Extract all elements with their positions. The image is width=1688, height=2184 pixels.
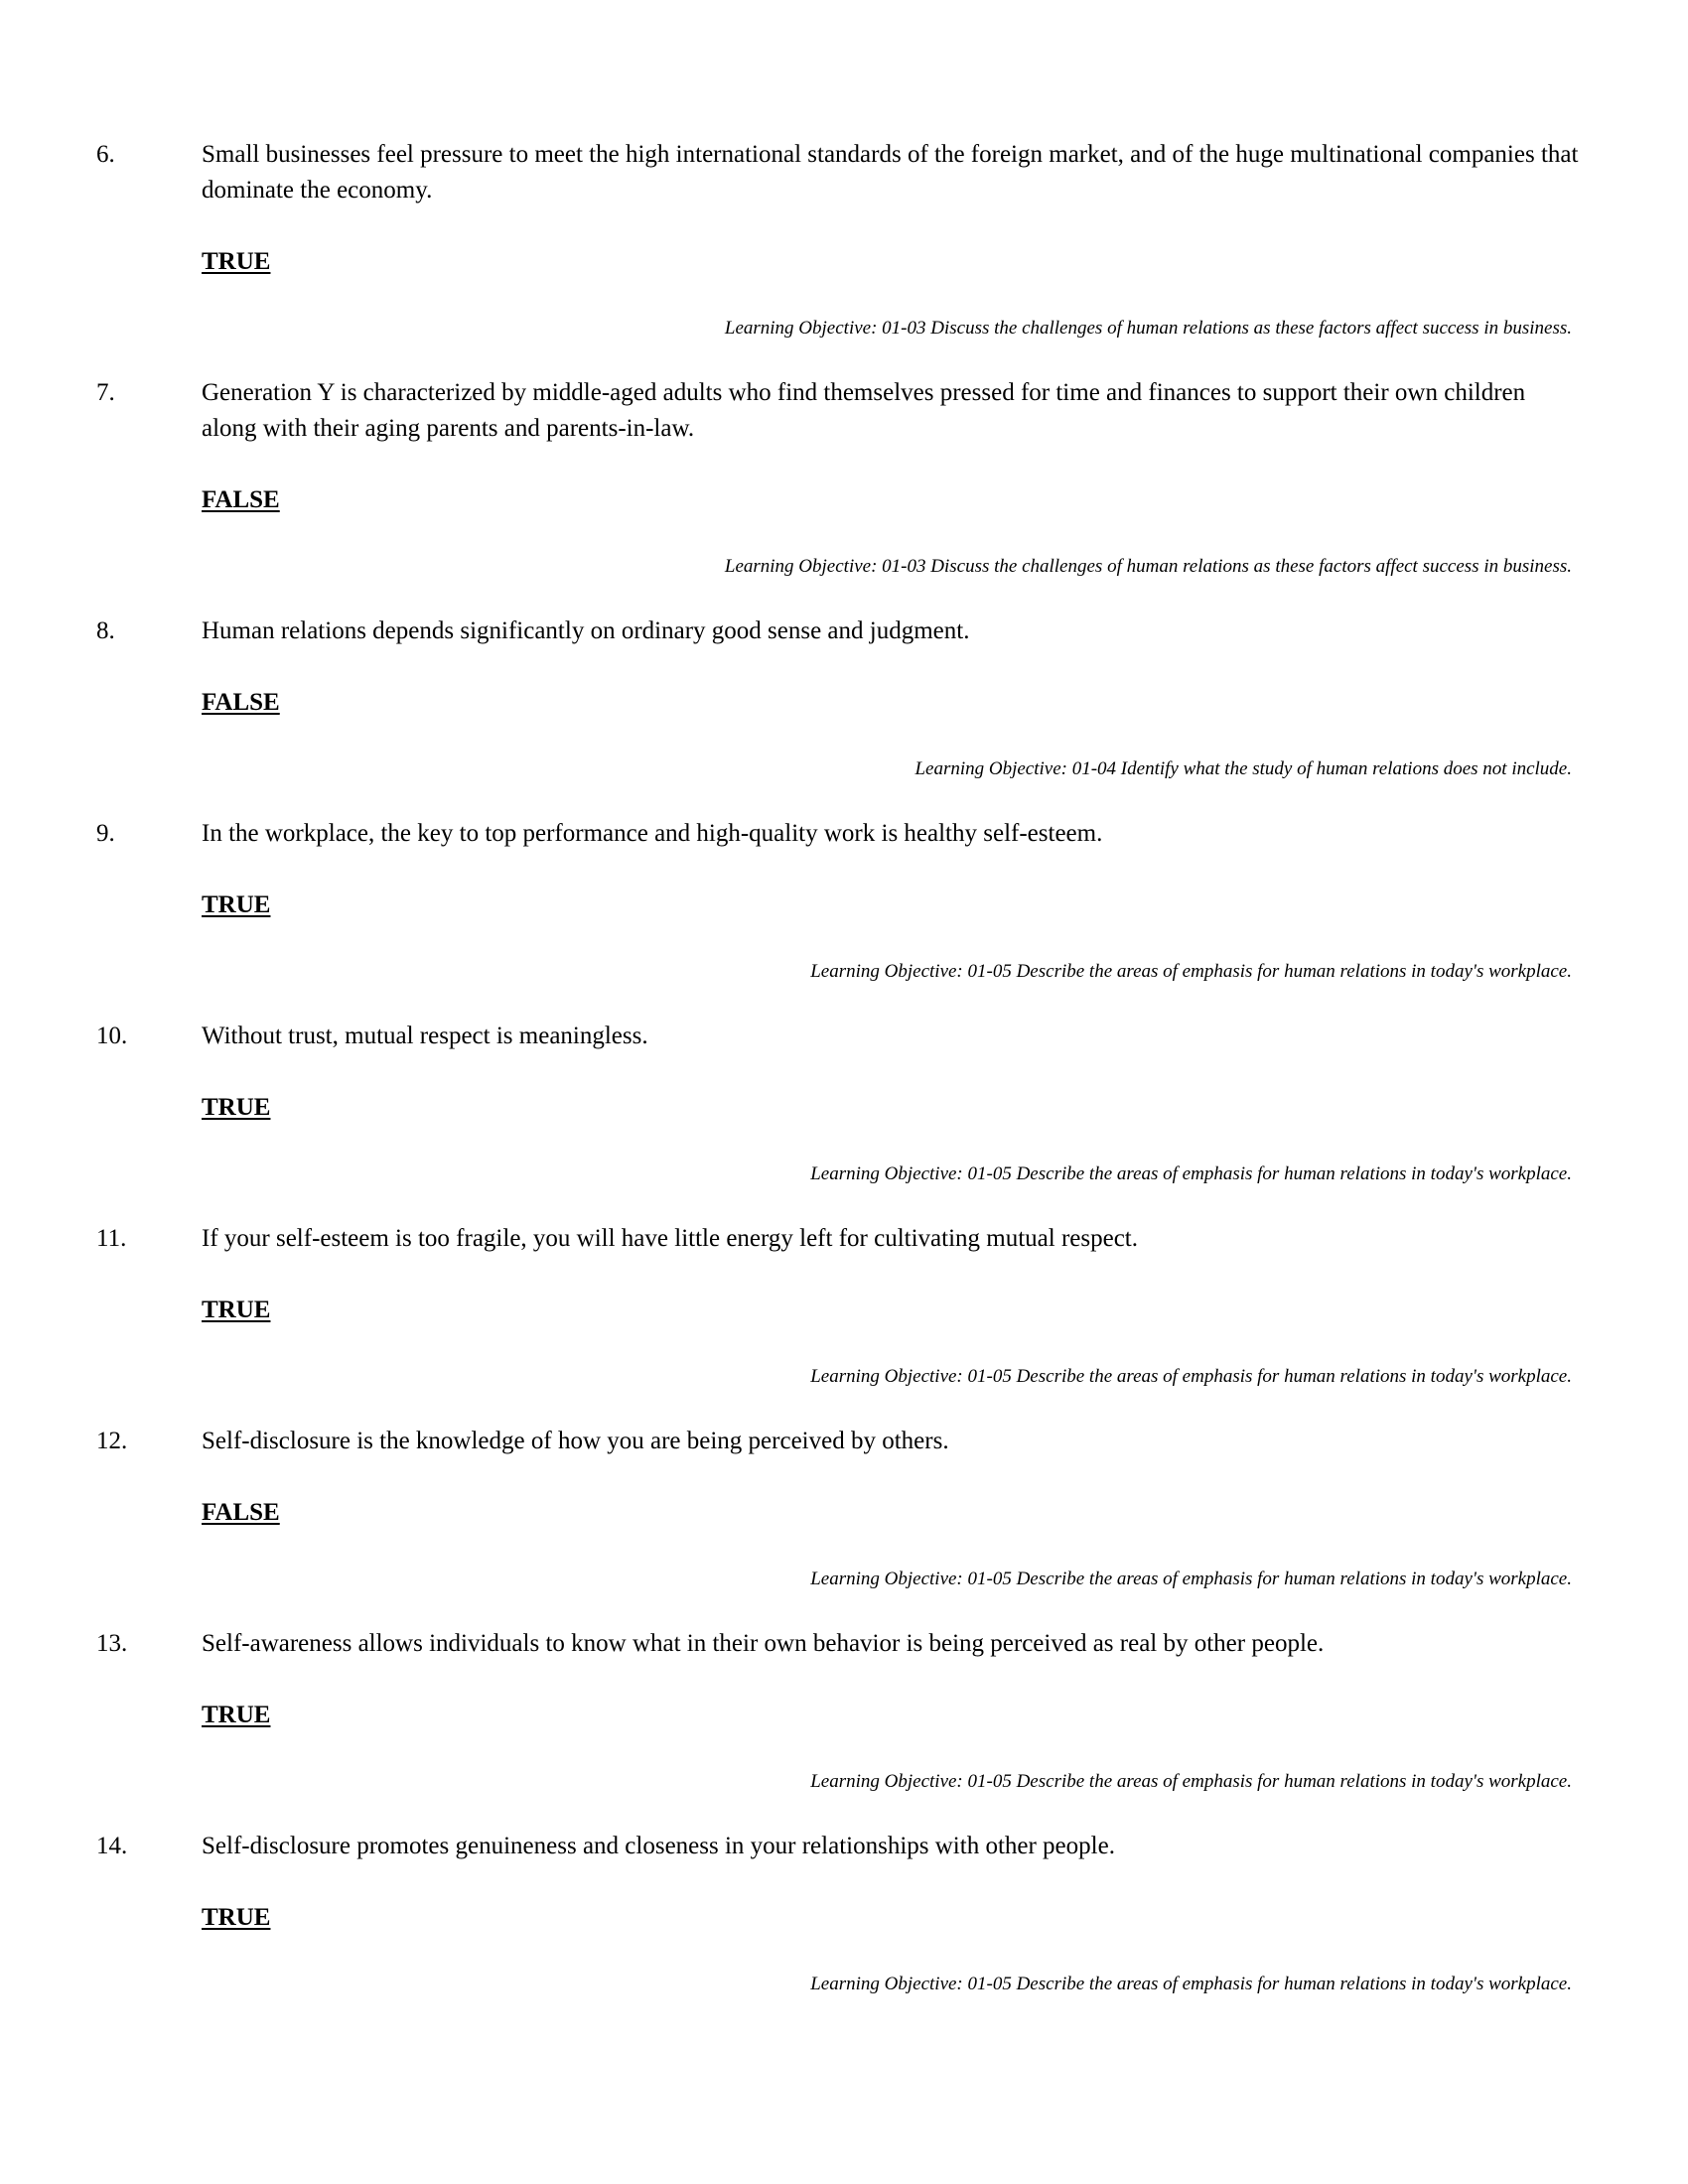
learning-objective: Learning Objective: 01-03 Discuss the challenges of human relations as these factors affect success in business. <box>724 556 1572 577</box>
question-text: In the workplace, the key to top performance and high-quality work is healthy self-esteem. <box>202 820 1103 847</box>
question-number: 10. <box>96 1023 128 1049</box>
learning-objective: Learning Objective: 01-05 Describe the areas of emphasis for human relations in today's workplace. <box>810 961 1572 982</box>
question-item <box>0 1626 1688 1800</box>
question-text: Human relations depends significantly on ordinary good sense and judgment. <box>202 617 970 644</box>
answer-text: FALSE <box>202 1499 280 1526</box>
answer-text: TRUE <box>202 891 271 918</box>
answer <box>0 1293 1688 1328</box>
learning-objective: Learning Objective: 01-05 Describe the areas of emphasis for human relations in today's workplace. <box>810 1366 1572 1387</box>
question-text: Generation Y is characterized by middle-aged adults who find themselves pressed for time and finances to support their own children along with their aging parents and parents-in-law. <box>202 379 1526 442</box>
question-item <box>0 1221 1688 1395</box>
question-item <box>0 816 1688 990</box>
answer-text: TRUE <box>202 1904 271 1931</box>
answer-text: TRUE <box>202 248 271 275</box>
learning-objective: Learning Objective: 01-05 Describe the areas of emphasis for human relations in today's workplace. <box>810 1163 1572 1184</box>
question-number: 6. <box>96 141 115 168</box>
question-item <box>0 1829 1688 2002</box>
question-number: 7. <box>96 379 115 406</box>
question-number: 13. <box>96 1630 128 1657</box>
learning-objective: Learning Objective: 01-05 Describe the areas of emphasis for human relations in today's workplace. <box>810 1771 1572 1792</box>
question-row <box>0 1019 1688 1054</box>
question-number: 12. <box>96 1428 128 1454</box>
answer <box>0 1900 1688 1936</box>
question-text: Self-disclosure is the knowledge of how you are being perceived by others. <box>202 1428 949 1454</box>
answer <box>0 482 1688 518</box>
answer <box>0 685 1688 721</box>
question-row <box>0 137 1688 208</box>
answer <box>0 1495 1688 1531</box>
answer <box>0 887 1688 923</box>
answer-text: FALSE <box>202 689 280 716</box>
question-item <box>0 614 1688 787</box>
answer-text: TRUE <box>202 1297 271 1323</box>
question-text: Self-disclosure promotes genuineness and closeness in your relationships with other people. <box>202 1833 1115 1859</box>
answer <box>0 1090 1688 1126</box>
question-number: 14. <box>96 1833 128 1859</box>
answer <box>0 244 1688 280</box>
question-row <box>0 1424 1688 1459</box>
answer <box>0 1698 1688 1733</box>
question-row <box>0 1626 1688 1662</box>
answer-text: TRUE <box>202 1702 271 1728</box>
learning-objective: Learning Objective: 01-05 Describe the areas of emphasis for human relations in today's workplace. <box>810 1569 1572 1589</box>
question-number: 8. <box>96 617 115 644</box>
question-item <box>0 375 1688 585</box>
answer-text: TRUE <box>202 1094 271 1121</box>
question-text: Without trust, mutual respect is meaningless. <box>202 1023 648 1049</box>
question-number: 9. <box>96 820 115 847</box>
learning-objective: Learning Objective: 01-05 Describe the areas of emphasis for human relations in today's workplace. <box>810 1974 1572 1994</box>
learning-objective: Learning Objective: 01-04 Identify what the study of human relations does not include. <box>914 758 1572 779</box>
question-text: If your self-esteem is too fragile, you will have little energy left for cultivating mutual respect. <box>202 1225 1138 1252</box>
question-text: Self-awareness allows individuals to know what in their own behavior is being perceived as real by other people. <box>202 1630 1325 1657</box>
question-number: 11. <box>96 1225 127 1252</box>
question-row <box>0 1221 1688 1257</box>
question-item <box>0 137 1688 346</box>
answer-text: FALSE <box>202 486 280 513</box>
question-text: Small businesses feel pressure to meet the high international standards of the foreign market, and of the huge multinational companies that dominate the economy. <box>202 141 1579 204</box>
question-row <box>0 375 1688 447</box>
question-list <box>0 137 1688 2031</box>
question-item <box>0 1019 1688 1192</box>
question-row <box>0 614 1688 649</box>
question-row <box>0 816 1688 852</box>
learning-objective: Learning Objective: 01-03 Discuss the challenges of human relations as these factors affect success in business. <box>724 318 1572 339</box>
question-row <box>0 1829 1688 1864</box>
question-item <box>0 1424 1688 1597</box>
